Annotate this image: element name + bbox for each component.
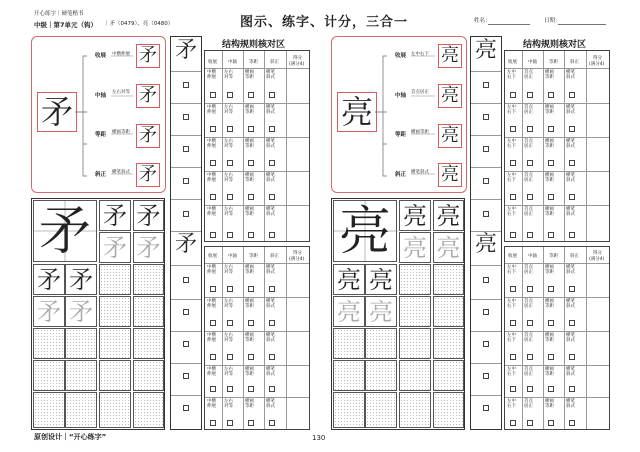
checkbox[interactable] [483, 146, 489, 152]
main-character: 矛 [37, 92, 77, 132]
model-character: 矛 [33, 200, 97, 262]
rule-checkbox[interactable] [210, 160, 216, 166]
rule-checkbox[interactable] [269, 320, 275, 326]
name-line[interactable] [488, 24, 530, 25]
diagram-char-4: 亮 [438, 163, 462, 187]
checkbox[interactable] [483, 178, 489, 184]
rule-checkbox[interactable] [227, 420, 233, 426]
rule-label: 横笔 斜式 [566, 139, 575, 150]
unit-label: 中级｜第7单元（钩） [34, 21, 98, 29]
rule-checkbox[interactable] [269, 160, 275, 166]
rule-checkbox[interactable] [248, 160, 254, 166]
column-char-mid: 矛 [174, 232, 197, 257]
checkbox[interactable] [483, 341, 489, 347]
rule-label: 横画 等距 [245, 70, 254, 81]
name-label: 姓名： [474, 18, 491, 24]
col-head-shouzhan: 收展 [508, 254, 517, 259]
rule-label: 中横 伸展 [207, 333, 216, 344]
rule-label: 横画 等距 [245, 333, 254, 344]
col-head-score: 得分 [593, 56, 602, 61]
trace-cell[interactable]: 亮 [399, 232, 431, 263]
write-cell[interactable] [365, 328, 397, 359]
rule-checkbox[interactable] [569, 232, 575, 238]
rule-checkbox[interactable] [510, 194, 516, 200]
rule-checkbox[interactable] [510, 92, 516, 98]
checkbox[interactable] [183, 146, 189, 152]
rule-label: 左右 对等 [224, 399, 233, 410]
rule-checkbox[interactable] [269, 386, 275, 392]
rule-label: 首点 居正 [524, 139, 533, 150]
rule-label: 中横 伸展 [207, 105, 216, 116]
rule-label: 横画 等距 [245, 207, 254, 218]
rule-label: 横笔 斜式 [566, 333, 575, 344]
write-cell[interactable] [365, 392, 397, 428]
rule-label: 中横 伸展 [207, 265, 216, 276]
rule-label: 横画 等距 [245, 367, 254, 378]
trace-cell[interactable]: 矛 [65, 264, 97, 295]
write-cell[interactable] [33, 328, 65, 359]
rule-label: 首点 居正 [524, 105, 533, 116]
trace-cell[interactable]: 亮 [333, 296, 365, 327]
rule-label: 左右 对等 [224, 207, 233, 218]
rule-label: 左右 对等 [224, 105, 233, 116]
rule-label: 首点 居正 [524, 367, 533, 378]
checkbox[interactable] [183, 178, 189, 184]
rule-checkbox[interactable] [210, 320, 216, 326]
rule-checkbox[interactable] [527, 320, 533, 326]
rule-checkbox[interactable] [569, 194, 575, 200]
rule-label: 横笔 斜式 [566, 399, 575, 410]
rule-label: 中横 伸展 [207, 173, 216, 184]
checkbox[interactable] [183, 405, 189, 411]
table-title: 结构规则核对区 [523, 40, 587, 50]
rule-label: 横画 等距 [545, 105, 554, 116]
checkbox[interactable] [483, 373, 489, 379]
write-cell[interactable] [333, 328, 365, 359]
write-cell[interactable] [133, 264, 164, 295]
rule-label: 横画 等距 [545, 367, 554, 378]
write-cell[interactable] [433, 264, 464, 295]
rule-checkbox[interactable] [527, 92, 533, 98]
rule-checkbox[interactable] [269, 420, 275, 426]
write-cell[interactable] [133, 392, 164, 428]
checkbox[interactable] [483, 211, 489, 217]
rule-checkbox[interactable] [510, 232, 516, 238]
rule-label: 横笔 斜式 [266, 299, 275, 310]
rule-label: 横画 等距 [545, 173, 554, 184]
diagram-desc-3: 横画等距 [411, 130, 429, 135]
rule-checkbox[interactable] [227, 286, 233, 292]
rule-label: 横画 等距 [245, 299, 254, 310]
rule-checkbox[interactable] [569, 126, 575, 132]
rule-checkbox[interactable] [527, 194, 533, 200]
rule-checkbox[interactable] [248, 92, 254, 98]
write-cell[interactable] [99, 296, 131, 327]
write-cell[interactable] [65, 392, 97, 428]
rule-label: 横笔 斜式 [266, 139, 275, 150]
rule-label: 左中 右下 [507, 299, 516, 310]
model-character: 亮 [333, 200, 397, 262]
rule-label: 左中 右下 [507, 265, 516, 276]
rule-checkbox[interactable] [248, 354, 254, 360]
rule-checkbox[interactable] [510, 126, 516, 132]
write-cell[interactable] [99, 392, 131, 428]
write-cell[interactable] [65, 360, 97, 391]
trace-cell[interactable]: 矛 [33, 296, 65, 327]
col-head-score-note: (满分4) [589, 62, 605, 67]
rule-label: 左右 对等 [224, 70, 233, 81]
col-head-xiezheng: 斜正 [570, 254, 579, 259]
rule-checkbox[interactable] [548, 92, 554, 98]
write-cell[interactable] [399, 264, 431, 295]
checkbox[interactable] [483, 309, 489, 315]
rule-checkbox[interactable] [569, 92, 575, 98]
rule-checkbox[interactable] [569, 286, 575, 292]
rule-checkbox[interactable] [227, 126, 233, 132]
diagram-char-4: 矛 [136, 163, 160, 187]
rule-label: 中横 伸展 [207, 207, 216, 218]
col-head-zhongzhou: 中轴 [228, 60, 237, 65]
rule-label: 横笔 斜式 [566, 367, 575, 378]
diagram-label-2: 中轴 [395, 93, 407, 99]
series-label: 开心练字｜硬笔楷书 [34, 11, 84, 17]
rule-checkbox[interactable] [269, 126, 275, 132]
rule-label: 横画 等距 [545, 265, 554, 276]
rule-checkbox[interactable] [227, 160, 233, 166]
col-head-xiezheng: 斜正 [270, 60, 279, 65]
col-head-zhongzhou: 中轴 [228, 254, 237, 259]
rule-checkbox[interactable] [227, 386, 233, 392]
rule-label: 横笔 斜式 [566, 173, 575, 184]
rule-checkbox[interactable] [527, 420, 533, 426]
rule-checkbox[interactable] [210, 232, 216, 238]
rule-checkbox[interactable] [548, 286, 554, 292]
rule-checkbox[interactable] [510, 354, 516, 360]
diagram-char-1: 矛 [136, 44, 160, 68]
rule-label: 首点 居正 [524, 265, 533, 276]
date-line[interactable] [558, 24, 606, 25]
rule-checkbox[interactable] [210, 194, 216, 200]
diagram-desc-4: 横笔斜式 [411, 170, 429, 175]
rule-label: 横画 等距 [245, 139, 254, 150]
rule-label: 横画 等距 [545, 399, 554, 410]
rule-checkbox[interactable] [548, 354, 554, 360]
rule-label: 中横 伸展 [207, 367, 216, 378]
rule-label: 横画 等距 [545, 333, 554, 344]
write-cell[interactable] [33, 392, 65, 428]
col-head-dengju: 等距 [249, 60, 258, 65]
write-cell[interactable] [99, 360, 131, 391]
col-head-score: 得分 [293, 56, 302, 61]
rule-label: 左中 右下 [507, 207, 516, 218]
write-cell[interactable] [133, 328, 164, 359]
diagram-label-4: 斜正 [95, 172, 107, 178]
diagram-label-4: 斜正 [395, 172, 407, 178]
rule-checkbox[interactable] [248, 386, 254, 392]
rule-label: 横笔 斜式 [266, 173, 275, 184]
trace-cell[interactable]: 矛 [133, 232, 164, 263]
rule-label: 横画 等距 [245, 265, 254, 276]
col-head-shouzhan: 收展 [208, 254, 217, 259]
trace-cell[interactable]: 亮 [365, 264, 397, 295]
rule-checkbox[interactable] [510, 320, 516, 326]
rule-checkbox[interactable] [548, 194, 554, 200]
rule-label: 横笔 斜式 [566, 265, 575, 276]
trace-cell[interactable]: 矛 [99, 232, 131, 263]
write-cell[interactable] [399, 296, 431, 327]
rule-checkbox[interactable] [210, 386, 216, 392]
rule-label: 横画 等距 [245, 399, 254, 410]
rule-label: 左中 右下 [507, 70, 516, 81]
rule-checkbox[interactable] [527, 126, 533, 132]
table-title: 结构规则核对区 [222, 40, 286, 50]
rule-label: 横笔 斜式 [266, 399, 275, 410]
rule-checkbox[interactable] [248, 286, 254, 292]
trace-cell[interactable]: 矛 [65, 296, 97, 327]
write-cell[interactable] [333, 392, 365, 428]
trace-cell[interactable]: 矛 [99, 200, 131, 231]
diagram-label-1: 收展 [395, 53, 407, 59]
rule-label: 首点 居正 [524, 173, 533, 184]
rule-label: 首点 居正 [524, 299, 533, 310]
rule-label: 中横 伸展 [207, 139, 216, 150]
rule-checkbox[interactable] [269, 232, 275, 238]
checkbox[interactable] [183, 277, 189, 283]
diagram-label-3: 等距 [95, 132, 107, 138]
diagram-char-1: 亮 [438, 44, 462, 68]
col-head-shouzhan: 收展 [508, 60, 517, 65]
rule-checkbox[interactable] [210, 92, 216, 98]
write-cell[interactable] [65, 328, 97, 359]
trace-cell[interactable]: 亮 [365, 296, 397, 327]
col-head-score-note: (满分4) [589, 257, 605, 262]
diagram-desc-1: 中横伸展 [112, 52, 130, 57]
rule-checkbox[interactable] [527, 286, 533, 292]
checkbox[interactable] [483, 405, 489, 411]
rule-label: 左中 右下 [507, 399, 516, 410]
trace-cell[interactable]: 亮 [399, 200, 431, 231]
rule-checkbox[interactable] [548, 232, 554, 238]
rule-checkbox[interactable] [269, 354, 275, 360]
write-cell[interactable] [33, 360, 65, 391]
write-cell[interactable] [433, 296, 464, 327]
rule-checkbox[interactable] [227, 194, 233, 200]
diagram-char-2: 矛 [136, 84, 160, 108]
rule-checkbox[interactable] [510, 160, 516, 166]
rule-checkbox[interactable] [569, 160, 575, 166]
col-head-score: 得分 [593, 251, 602, 256]
page-title: 图示、练字、计分，三合一 [240, 15, 409, 30]
rule-label: 左右 对等 [224, 173, 233, 184]
rule-label: 横笔 斜式 [266, 70, 275, 81]
rule-label: 横画 等距 [545, 139, 554, 150]
char-refs: ｜矛（0479）、亮（0480） [104, 21, 174, 27]
rule-checkbox[interactable] [227, 354, 233, 360]
rule-label: 左右 对等 [224, 139, 233, 150]
col-head-xiezheng: 斜正 [270, 254, 279, 259]
rule-label: 左中 右下 [507, 367, 516, 378]
rule-label: 横笔 斜式 [566, 207, 575, 218]
column-char-top: 亮 [474, 38, 497, 63]
rule-checkbox[interactable] [248, 232, 254, 238]
rule-checkbox[interactable] [210, 420, 216, 426]
write-cell[interactable] [133, 360, 164, 391]
rule-label: 横画 等距 [545, 207, 554, 218]
diagram-label-1: 收展 [95, 53, 107, 59]
write-cell[interactable] [365, 360, 397, 391]
write-cell[interactable] [399, 360, 431, 391]
checkbox[interactable] [183, 211, 189, 217]
rule-label: 横笔 斜式 [566, 299, 575, 310]
col-head-zhongzhou: 中轴 [528, 60, 537, 65]
write-cell[interactable] [433, 392, 464, 428]
rule-checkbox[interactable] [510, 420, 516, 426]
col-head-dengju: 等距 [249, 254, 258, 259]
checkbox[interactable] [183, 309, 189, 315]
diagram-char-3: 矛 [136, 124, 160, 148]
rule-checkbox[interactable] [248, 320, 254, 326]
rule-checkbox[interactable] [569, 320, 575, 326]
column-char-top: 矛 [174, 38, 197, 63]
diagram-char-2: 亮 [438, 84, 462, 108]
checkbox[interactable] [183, 341, 189, 347]
main-character: 亮 [337, 92, 377, 132]
rule-checkbox[interactable] [210, 354, 216, 360]
rule-label: 横笔 斜式 [566, 105, 575, 116]
col-head-score-note: (满分4) [289, 257, 305, 262]
diagram-desc-2: 首点居正 [411, 90, 429, 95]
rule-checkbox[interactable] [569, 386, 575, 392]
rule-checkbox[interactable] [227, 232, 233, 238]
checkbox[interactable] [483, 82, 489, 88]
rule-label: 左中 右下 [507, 105, 516, 116]
rule-checkbox[interactable] [569, 354, 575, 360]
rule-checkbox[interactable] [527, 354, 533, 360]
trace-cell[interactable]: 亮 [333, 264, 365, 295]
rule-label: 横笔 斜式 [266, 105, 275, 116]
date-label: 日期： [544, 18, 561, 24]
write-cell[interactable] [433, 360, 464, 391]
col-head-shouzhan: 收展 [208, 60, 217, 65]
write-cell[interactable] [399, 392, 431, 428]
rule-label: 横笔 斜式 [266, 367, 275, 378]
diagram-label-3: 等距 [395, 132, 407, 138]
rule-label: 首点 居正 [524, 399, 533, 410]
rule-checkbox[interactable] [269, 92, 275, 98]
write-cell[interactable] [333, 360, 365, 391]
rule-checkbox[interactable] [227, 320, 233, 326]
rule-label: 左中 右下 [507, 333, 516, 344]
diagram-desc-4: 横笔斜式 [112, 170, 130, 175]
rule-checkbox[interactable] [548, 386, 554, 392]
col-head-score-note: (满分4) [289, 62, 305, 67]
checkbox[interactable] [183, 373, 189, 379]
rule-checkbox[interactable] [527, 232, 533, 238]
rule-label: 首点 居正 [524, 70, 533, 81]
rule-checkbox[interactable] [227, 92, 233, 98]
rule-label: 横笔 斜式 [266, 207, 275, 218]
rule-label: 首点 居正 [524, 333, 533, 344]
diagram-char-3: 亮 [438, 124, 462, 148]
rule-checkbox[interactable] [510, 386, 516, 392]
diagram-branches [75, 40, 145, 188]
checkbox[interactable] [483, 277, 489, 283]
rule-label: 横画 等距 [245, 105, 254, 116]
rule-checkbox[interactable] [248, 420, 254, 426]
rule-label: 横笔 斜式 [266, 265, 275, 276]
trace-cell[interactable]: 矛 [33, 264, 65, 295]
trace-cell[interactable]: 亮 [433, 200, 464, 231]
diagram-desc-3: 横画等距 [112, 130, 130, 135]
trace-cell[interactable]: 亮 [433, 232, 464, 263]
rule-checkbox[interactable] [210, 126, 216, 132]
rule-checkbox[interactable] [569, 420, 575, 426]
rule-checkbox[interactable] [548, 420, 554, 426]
rule-label: 横画 等距 [545, 299, 554, 310]
trace-cell[interactable]: 矛 [133, 200, 164, 231]
rule-checkbox[interactable] [548, 320, 554, 326]
rule-label: 左右 对等 [224, 299, 233, 310]
col-head-dengju: 等距 [549, 60, 558, 65]
rule-checkbox[interactable] [210, 286, 216, 292]
rule-checkbox[interactable] [269, 286, 275, 292]
rule-label: 首点 居正 [524, 207, 533, 218]
rule-checkbox[interactable] [527, 160, 533, 166]
checkbox[interactable] [483, 114, 489, 120]
checkbox[interactable] [183, 114, 189, 120]
rule-label: 左右 对等 [224, 367, 233, 378]
rule-label: 中横 伸展 [207, 399, 216, 410]
diagram-desc-2: 左右对等 [112, 90, 130, 95]
write-cell[interactable] [399, 328, 431, 359]
rule-checkbox[interactable] [548, 126, 554, 132]
checkbox[interactable] [183, 82, 189, 88]
footer-credit: 原创设计｜“开心练字” [34, 433, 107, 441]
rule-checkbox[interactable] [269, 194, 275, 200]
write-cell[interactable] [99, 264, 131, 295]
rule-label: 左中 右下 [507, 139, 516, 150]
page-number: 130 [312, 434, 326, 442]
write-cell[interactable] [433, 328, 464, 359]
diagram-branches [375, 40, 445, 188]
rule-checkbox[interactable] [510, 286, 516, 292]
rule-checkbox[interactable] [248, 194, 254, 200]
rule-checkbox[interactable] [248, 126, 254, 132]
rule-checkbox[interactable] [527, 386, 533, 392]
col-head-dengju: 等距 [549, 254, 558, 259]
rule-label: 横画 等距 [545, 70, 554, 81]
write-cell[interactable] [133, 296, 164, 327]
rule-label: 左中 右下 [507, 173, 516, 184]
rule-label: 横画 等距 [245, 173, 254, 184]
rule-label: 中横 伸展 [207, 70, 216, 81]
col-head-xiezheng: 斜正 [570, 60, 579, 65]
write-cell[interactable] [99, 328, 131, 359]
rule-checkbox[interactable] [548, 160, 554, 166]
rule-label: 左右 对等 [224, 333, 233, 344]
col-head-score: 得分 [293, 251, 302, 256]
diagram-desc-1: 左中右下 [411, 52, 429, 57]
rule-label: 中横 伸展 [207, 299, 216, 310]
col-head-zhongzhou: 中轴 [528, 254, 537, 259]
rule-label: 横笔 斜式 [566, 70, 575, 81]
rule-label: 横笔 斜式 [266, 333, 275, 344]
rule-label: 左右 对等 [224, 265, 233, 276]
column-char-mid: 亮 [474, 232, 497, 257]
diagram-label-2: 中轴 [95, 93, 107, 99]
